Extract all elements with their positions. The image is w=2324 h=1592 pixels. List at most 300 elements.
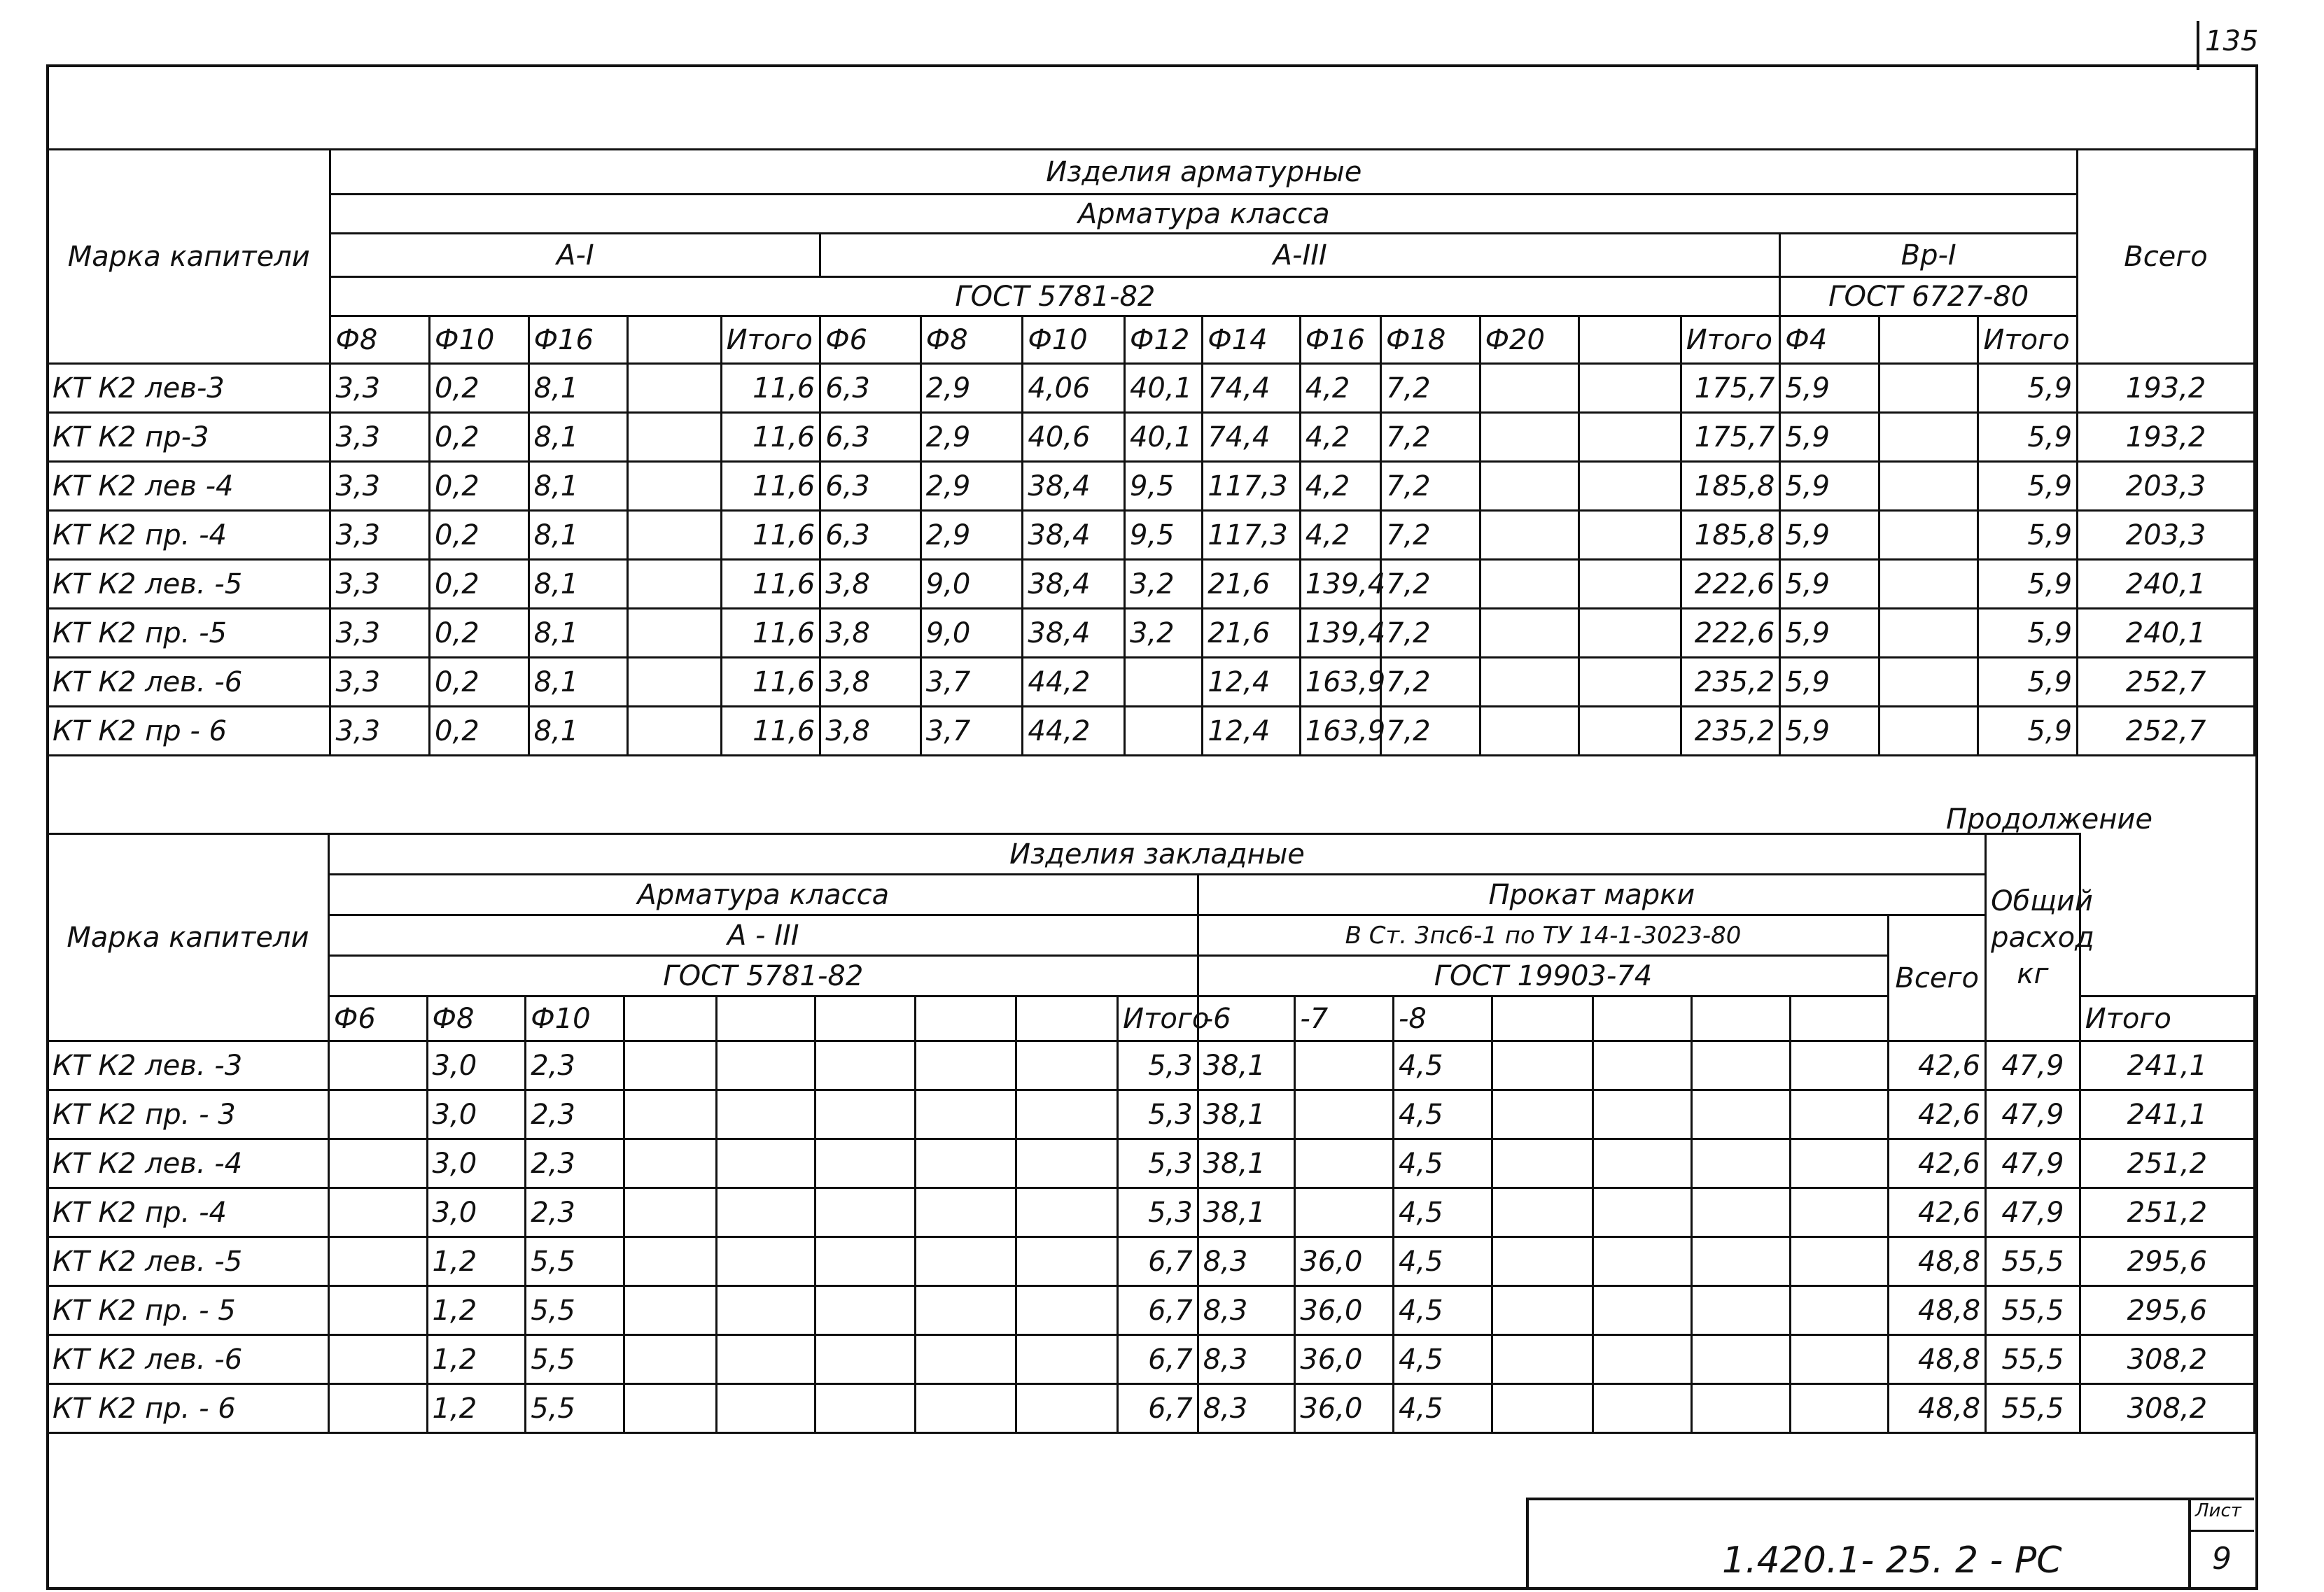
mark-cell: КТ К2 пр. -4 bbox=[48, 511, 330, 560]
t1-total-header: Всего bbox=[2078, 150, 2255, 364]
value-cell bbox=[1579, 707, 1681, 756]
value-cell: 38,4 bbox=[1023, 609, 1125, 658]
value-cell bbox=[1492, 1188, 1593, 1237]
value-cell: 2,3 bbox=[526, 1188, 624, 1237]
value-cell: 235,2 bbox=[1681, 707, 1780, 756]
value-cell bbox=[1790, 1090, 1889, 1139]
value-cell bbox=[816, 1237, 916, 1286]
value-cell bbox=[628, 462, 721, 511]
t2-thickness bbox=[1593, 996, 1692, 1041]
value-cell bbox=[1016, 1139, 1118, 1188]
table-row bbox=[48, 462, 2255, 511]
value-cell: 9,5 bbox=[1124, 462, 1202, 511]
value-cell: 5,9 bbox=[1978, 462, 2078, 511]
t2-thickness bbox=[1790, 996, 1889, 1041]
grand-total-cell: 241,1 bbox=[2080, 1090, 2254, 1139]
t2-grand-total-header bbox=[1986, 834, 2094, 1041]
value-cell bbox=[1295, 1090, 1394, 1139]
mark-cell: КТ К2 лев. -5 bbox=[48, 1237, 329, 1286]
value-cell: 6,3 bbox=[820, 364, 921, 413]
value-cell bbox=[1579, 413, 1681, 462]
t2-gost-rolled: ГОСТ 19903-74 bbox=[1198, 956, 1889, 996]
value-cell bbox=[1879, 560, 1978, 609]
drawing-code: 1.420.1- 25. 2 - РС bbox=[1722, 1540, 2062, 1582]
value-cell: 12,4 bbox=[1203, 707, 1301, 756]
value-cell bbox=[1492, 1286, 1593, 1335]
value-cell: 38,1 bbox=[1198, 1090, 1295, 1139]
value-cell: 48,8 bbox=[1889, 1237, 1986, 1286]
value-cell: 3,7 bbox=[920, 658, 1023, 707]
value-cell bbox=[1480, 413, 1579, 462]
total-cell: 203,3 bbox=[2078, 511, 2255, 560]
value-cell: 11,6 bbox=[721, 462, 820, 511]
value-cell: 3,0 bbox=[427, 1188, 526, 1237]
value-cell bbox=[915, 1188, 1016, 1237]
value-cell bbox=[1691, 1384, 1790, 1433]
value-cell: 6,7 bbox=[1118, 1384, 1198, 1433]
value-cell: 8,1 bbox=[528, 364, 628, 413]
value-cell bbox=[328, 1286, 427, 1335]
value-cell bbox=[1691, 1188, 1790, 1237]
table-row bbox=[48, 364, 2255, 413]
value-cell: 0,2 bbox=[430, 560, 529, 609]
value-cell bbox=[1790, 1335, 1889, 1384]
mark-cell: КТ К2 пр. -4 bbox=[48, 1188, 329, 1237]
value-cell: 163,9 bbox=[1300, 658, 1380, 707]
value-cell: 5,9 bbox=[1780, 707, 1879, 756]
t1-diam-a3: Ф6 bbox=[820, 316, 921, 364]
value-cell: 5,9 bbox=[1978, 658, 2078, 707]
mark-cell: КТ К2 пр - 6 bbox=[48, 707, 330, 756]
value-cell bbox=[1790, 1139, 1889, 1188]
value-cell bbox=[1691, 1286, 1790, 1335]
value-cell bbox=[717, 1237, 816, 1286]
value-cell bbox=[1790, 1384, 1889, 1433]
value-cell: 0,2 bbox=[430, 658, 529, 707]
value-cell: 2,9 bbox=[920, 364, 1023, 413]
t1-diameter-row bbox=[48, 316, 2255, 364]
value-cell bbox=[816, 1188, 916, 1237]
table-row bbox=[48, 609, 2255, 658]
value-cell: 1,2 bbox=[427, 1286, 526, 1335]
t2-mark-header bbox=[48, 834, 329, 1041]
value-cell: 4,5 bbox=[1393, 1286, 1492, 1335]
table-row bbox=[48, 1188, 2255, 1237]
value-cell bbox=[1480, 462, 1579, 511]
t1-diam-a1: Ф16 bbox=[528, 316, 628, 364]
value-cell bbox=[1492, 1384, 1593, 1433]
value-cell bbox=[1691, 1237, 1790, 1286]
value-cell: 7,2 bbox=[1381, 462, 1480, 511]
value-cell bbox=[816, 1090, 916, 1139]
value-cell bbox=[328, 1041, 427, 1090]
value-cell bbox=[717, 1286, 816, 1335]
value-cell bbox=[624, 1384, 717, 1433]
value-cell: 6,7 bbox=[1118, 1237, 1198, 1286]
total-cell: 47,9 bbox=[1986, 1139, 2080, 1188]
t1-diam-vr: Итого bbox=[1978, 316, 2078, 364]
value-cell: 1,2 bbox=[427, 1335, 526, 1384]
value-cell bbox=[628, 511, 721, 560]
value-cell: 7,2 bbox=[1381, 364, 1480, 413]
value-cell: 11,6 bbox=[721, 658, 820, 707]
value-cell: 48,8 bbox=[1889, 1286, 1986, 1335]
page-number-rule bbox=[2197, 21, 2199, 70]
value-cell bbox=[1124, 707, 1202, 756]
value-cell bbox=[816, 1286, 916, 1335]
t2-thickness: -6 bbox=[1198, 996, 1295, 1041]
t1-diam-a3: Ф8 bbox=[920, 316, 1023, 364]
value-cell bbox=[915, 1335, 1016, 1384]
value-cell bbox=[328, 1237, 427, 1286]
value-cell: 7,2 bbox=[1381, 658, 1480, 707]
value-cell bbox=[1579, 511, 1681, 560]
value-cell: 8,1 bbox=[528, 707, 628, 756]
value-cell bbox=[1295, 1188, 1394, 1237]
t1-diam-vr bbox=[1879, 316, 1978, 364]
value-cell bbox=[915, 1041, 1016, 1090]
value-cell: 9,5 bbox=[1124, 511, 1202, 560]
value-cell bbox=[624, 1237, 717, 1286]
t1-diam-a3: Ф10 bbox=[1023, 316, 1125, 364]
value-cell: 8,1 bbox=[528, 609, 628, 658]
value-cell: 139,4 bbox=[1300, 609, 1380, 658]
grand-total-cell: 295,6 bbox=[2080, 1286, 2254, 1335]
t1-diam-a1: Итого bbox=[721, 316, 820, 364]
value-cell: 5,9 bbox=[1978, 511, 2078, 560]
value-cell: 175,7 bbox=[1681, 364, 1780, 413]
value-cell: 38,1 bbox=[1198, 1041, 1295, 1090]
value-cell bbox=[1879, 707, 1978, 756]
t2-diam-a3: Ф10 bbox=[526, 996, 624, 1041]
value-cell: 2,9 bbox=[920, 511, 1023, 560]
value-cell: 139,4 bbox=[1300, 560, 1380, 609]
value-cell: 36,0 bbox=[1295, 1384, 1394, 1433]
value-cell: 3,2 bbox=[1124, 609, 1202, 658]
value-cell bbox=[628, 707, 721, 756]
sheet-number-box bbox=[2188, 1498, 2254, 1587]
total-cell: 55,5 bbox=[1986, 1384, 2080, 1433]
mark-cell: КТ К2 лев. -6 bbox=[48, 1335, 329, 1384]
value-cell bbox=[1579, 364, 1681, 413]
value-cell bbox=[717, 1090, 816, 1139]
value-cell bbox=[624, 1188, 717, 1237]
value-cell: 3,0 bbox=[427, 1041, 526, 1090]
value-cell: 163,9 bbox=[1300, 707, 1380, 756]
sheet-box-divider bbox=[2191, 1530, 2254, 1532]
t2-diam-a3 bbox=[915, 996, 1016, 1041]
value-cell: 40,1 bbox=[1124, 413, 1202, 462]
t2-grand-total-header-text: Общий расход кг bbox=[1991, 885, 2094, 990]
table-row bbox=[48, 1139, 2255, 1188]
value-cell: 185,8 bbox=[1681, 462, 1780, 511]
value-cell: 0,2 bbox=[430, 511, 529, 560]
value-cell: 3,8 bbox=[820, 560, 921, 609]
value-cell: 4,5 bbox=[1393, 1188, 1492, 1237]
value-cell: 4,5 bbox=[1393, 1041, 1492, 1090]
value-cell: 44,2 bbox=[1023, 658, 1125, 707]
table-row bbox=[48, 1384, 2255, 1433]
value-cell: 7,2 bbox=[1381, 609, 1480, 658]
value-cell: 5,9 bbox=[1780, 462, 1879, 511]
t1-diam-a3: Итого bbox=[1681, 316, 1780, 364]
mark-cell: КТ К2 лев. -5 bbox=[48, 560, 330, 609]
sheet-label: Лист bbox=[2195, 1500, 2241, 1521]
value-cell bbox=[717, 1041, 816, 1090]
value-cell: 48,8 bbox=[1889, 1384, 1986, 1433]
value-cell bbox=[624, 1335, 717, 1384]
value-cell: 38,4 bbox=[1023, 560, 1125, 609]
value-cell bbox=[816, 1384, 916, 1433]
value-cell: 3,3 bbox=[330, 364, 430, 413]
t1-class-a1: А-I bbox=[330, 234, 820, 277]
t2-thickness: -7 bbox=[1295, 996, 1394, 1041]
total-cell: 55,5 bbox=[1986, 1335, 2080, 1384]
value-cell bbox=[1593, 1384, 1692, 1433]
value-cell: 222,6 bbox=[1681, 560, 1780, 609]
value-cell: 6,7 bbox=[1118, 1286, 1198, 1335]
t1-group-title: Изделия арматурные bbox=[330, 150, 2078, 195]
value-cell bbox=[1480, 560, 1579, 609]
value-cell bbox=[915, 1139, 1016, 1188]
value-cell: 11,6 bbox=[721, 413, 820, 462]
value-cell: 5,9 bbox=[1780, 511, 1879, 560]
t2-thickness bbox=[1492, 996, 1593, 1041]
mark-cell: КТ К2 пр. - 5 bbox=[48, 1286, 329, 1335]
value-cell bbox=[1790, 1237, 1889, 1286]
value-cell bbox=[1579, 609, 1681, 658]
value-cell bbox=[1492, 1237, 1593, 1286]
value-cell: 5,5 bbox=[526, 1384, 624, 1433]
value-cell: 40,6 bbox=[1023, 413, 1125, 462]
value-cell: 36,0 bbox=[1295, 1237, 1394, 1286]
t1-subgroup-title: Арматура класса bbox=[330, 195, 2078, 234]
total-cell: 55,5 bbox=[1986, 1237, 2080, 1286]
value-cell: 3,3 bbox=[330, 413, 430, 462]
value-cell: 7,2 bbox=[1381, 707, 1480, 756]
table-row bbox=[48, 1286, 2255, 1335]
value-cell: 3,3 bbox=[330, 707, 430, 756]
value-cell: 8,3 bbox=[1198, 1384, 1295, 1433]
t1-diam-a1 bbox=[628, 316, 721, 364]
value-cell: 3,8 bbox=[820, 609, 921, 658]
t2-mark-header-text: Марка капители bbox=[66, 921, 309, 954]
value-cell: 8,1 bbox=[528, 511, 628, 560]
table-row bbox=[48, 511, 2255, 560]
value-cell: 8,1 bbox=[528, 462, 628, 511]
value-cell: 11,6 bbox=[721, 560, 820, 609]
value-cell bbox=[915, 1286, 1016, 1335]
value-cell bbox=[1579, 462, 1681, 511]
value-cell: 12,4 bbox=[1203, 658, 1301, 707]
value-cell bbox=[816, 1335, 916, 1384]
value-cell: 3,8 bbox=[820, 658, 921, 707]
value-cell: 8,3 bbox=[1198, 1237, 1295, 1286]
value-cell: 42,6 bbox=[1889, 1041, 1986, 1090]
value-cell: 5,9 bbox=[1978, 560, 2078, 609]
sheet-number: 9 bbox=[2212, 1541, 2232, 1577]
t2-diam-a3: Ф8 bbox=[427, 996, 526, 1041]
value-cell: 74,4 bbox=[1203, 413, 1301, 462]
value-cell bbox=[1879, 511, 1978, 560]
value-cell bbox=[1016, 1041, 1118, 1090]
t2-subgroup-rolled: Прокат марки bbox=[1198, 875, 1985, 915]
value-cell: 5,3 bbox=[1118, 1090, 1198, 1139]
total-cell: 193,2 bbox=[2078, 413, 2255, 462]
value-cell: 6,3 bbox=[820, 511, 921, 560]
value-cell bbox=[1492, 1139, 1593, 1188]
t1-mark-header bbox=[48, 150, 330, 364]
continuation-label: Продолжение bbox=[1946, 803, 2153, 836]
value-cell bbox=[1480, 609, 1579, 658]
value-cell: 6,3 bbox=[820, 462, 921, 511]
grand-total-cell: 241,1 bbox=[2080, 1041, 2254, 1090]
value-cell bbox=[1879, 413, 1978, 462]
t1-diam-a3: Ф18 bbox=[1381, 316, 1480, 364]
t1-gost-vr: ГОСТ 6727-80 bbox=[1780, 277, 2078, 316]
t2-rolled-grade: В Ст. 3пс6-1 по ТУ 14-1-3023-80 bbox=[1198, 915, 1889, 956]
value-cell: 8,3 bbox=[1198, 1286, 1295, 1335]
rebar-products-table bbox=[46, 148, 2255, 756]
total-cell: 240,1 bbox=[2078, 609, 2255, 658]
value-cell: 2,3 bbox=[526, 1041, 624, 1090]
t1-diam-a3 bbox=[1579, 316, 1681, 364]
mark-cell: КТ К2 пр. - 3 bbox=[48, 1090, 329, 1139]
value-cell: 0,2 bbox=[430, 413, 529, 462]
value-cell: 21,6 bbox=[1203, 560, 1301, 609]
t2-thickness bbox=[1691, 996, 1790, 1041]
table-row bbox=[48, 1041, 2255, 1090]
value-cell: 8,3 bbox=[1198, 1335, 1295, 1384]
value-cell bbox=[717, 1335, 816, 1384]
value-cell: 0,2 bbox=[430, 364, 529, 413]
value-cell: 4,06 bbox=[1023, 364, 1125, 413]
t1-diam-a1: Ф10 bbox=[430, 316, 529, 364]
value-cell: 5,9 bbox=[1780, 364, 1879, 413]
total-cell: 203,3 bbox=[2078, 462, 2255, 511]
value-cell bbox=[1124, 658, 1202, 707]
value-cell: 4,5 bbox=[1393, 1335, 1492, 1384]
t1-mark-header-text: Марка капители bbox=[67, 240, 310, 273]
value-cell bbox=[328, 1384, 427, 1433]
value-cell bbox=[1016, 1335, 1118, 1384]
value-cell bbox=[1480, 658, 1579, 707]
value-cell bbox=[328, 1090, 427, 1139]
value-cell: 5,5 bbox=[526, 1286, 624, 1335]
value-cell bbox=[1593, 1237, 1692, 1286]
total-cell: 47,9 bbox=[1986, 1041, 2080, 1090]
value-cell bbox=[1790, 1286, 1889, 1335]
value-cell: 5,5 bbox=[526, 1237, 624, 1286]
value-cell bbox=[1593, 1335, 1692, 1384]
mark-cell: КТ К2 лев -4 bbox=[48, 462, 330, 511]
value-cell bbox=[1016, 1237, 1118, 1286]
value-cell bbox=[1295, 1041, 1394, 1090]
mark-cell: КТ К2 лев. -3 bbox=[48, 1041, 329, 1090]
value-cell: 6,7 bbox=[1118, 1335, 1198, 1384]
value-cell: 2,9 bbox=[920, 413, 1023, 462]
value-cell bbox=[1790, 1041, 1889, 1090]
value-cell: 4,2 bbox=[1300, 511, 1380, 560]
value-cell: 5,9 bbox=[1978, 364, 2078, 413]
page-number: 135 bbox=[2205, 25, 2259, 57]
mark-cell: КТ К2 лев-3 bbox=[48, 364, 330, 413]
t2-diam-a3: Ф6 bbox=[328, 996, 427, 1041]
value-cell: 9,0 bbox=[920, 609, 1023, 658]
value-cell bbox=[1016, 1286, 1118, 1335]
value-cell: 5,9 bbox=[1780, 560, 1879, 609]
value-cell bbox=[1879, 658, 1978, 707]
value-cell bbox=[1016, 1188, 1118, 1237]
value-cell bbox=[1691, 1139, 1790, 1188]
value-cell: 185,8 bbox=[1681, 511, 1780, 560]
value-cell bbox=[1691, 1090, 1790, 1139]
value-cell: 3,0 bbox=[427, 1139, 526, 1188]
value-cell bbox=[1593, 1188, 1692, 1237]
value-cell bbox=[328, 1188, 427, 1237]
t1-class-a3: А-III bbox=[820, 234, 1780, 277]
t2-diam-a3 bbox=[816, 996, 916, 1041]
value-cell: 38,1 bbox=[1198, 1139, 1295, 1188]
value-cell: 11,6 bbox=[721, 511, 820, 560]
total-cell: 252,7 bbox=[2078, 707, 2255, 756]
total-cell: 55,5 bbox=[1986, 1286, 2080, 1335]
table-row bbox=[48, 1090, 2255, 1139]
value-cell bbox=[1480, 511, 1579, 560]
value-cell: 21,6 bbox=[1203, 609, 1301, 658]
value-cell: 5,9 bbox=[1978, 707, 2078, 756]
value-cell: 38,4 bbox=[1023, 462, 1125, 511]
table-row bbox=[48, 707, 2255, 756]
mark-cell: КТ К2 пр. - 6 bbox=[48, 1384, 329, 1433]
t1-diam-a3: Ф20 bbox=[1480, 316, 1579, 364]
value-cell bbox=[915, 1090, 1016, 1139]
value-cell bbox=[717, 1139, 816, 1188]
value-cell: 11,6 bbox=[721, 707, 820, 756]
value-cell: 7,2 bbox=[1381, 560, 1480, 609]
value-cell: 11,6 bbox=[721, 609, 820, 658]
t1-diam-a3: Ф12 bbox=[1124, 316, 1202, 364]
value-cell bbox=[628, 658, 721, 707]
t2-thickness: -8 bbox=[1393, 996, 1492, 1041]
value-cell bbox=[1492, 1335, 1593, 1384]
value-cell: 2,9 bbox=[920, 462, 1023, 511]
mark-cell: КТ К2 пр. -5 bbox=[48, 609, 330, 658]
value-cell bbox=[628, 413, 721, 462]
value-cell bbox=[624, 1041, 717, 1090]
value-cell bbox=[1492, 1041, 1593, 1090]
value-cell: 8,1 bbox=[528, 658, 628, 707]
value-cell bbox=[628, 609, 721, 658]
value-cell bbox=[1016, 1384, 1118, 1433]
value-cell: 2,3 bbox=[526, 1090, 624, 1139]
value-cell: 42,6 bbox=[1889, 1139, 1986, 1188]
t2-gost-a: ГОСТ 5781-82 bbox=[328, 956, 1198, 996]
value-cell: 74,4 bbox=[1203, 364, 1301, 413]
value-cell: 9,0 bbox=[920, 560, 1023, 609]
value-cell: 8,1 bbox=[528, 560, 628, 609]
value-cell: 38,4 bbox=[1023, 511, 1125, 560]
value-cell bbox=[1879, 609, 1978, 658]
value-cell: 4,5 bbox=[1393, 1139, 1492, 1188]
grand-total-cell: 308,2 bbox=[2080, 1335, 2254, 1384]
value-cell: 7,2 bbox=[1381, 511, 1480, 560]
value-cell: 5,3 bbox=[1118, 1188, 1198, 1237]
value-cell: 1,2 bbox=[427, 1237, 526, 1286]
t2-subgroup-rebar: Арматура класса bbox=[328, 875, 1198, 915]
value-cell: 3,3 bbox=[330, 560, 430, 609]
value-cell: 4,5 bbox=[1393, 1384, 1492, 1433]
